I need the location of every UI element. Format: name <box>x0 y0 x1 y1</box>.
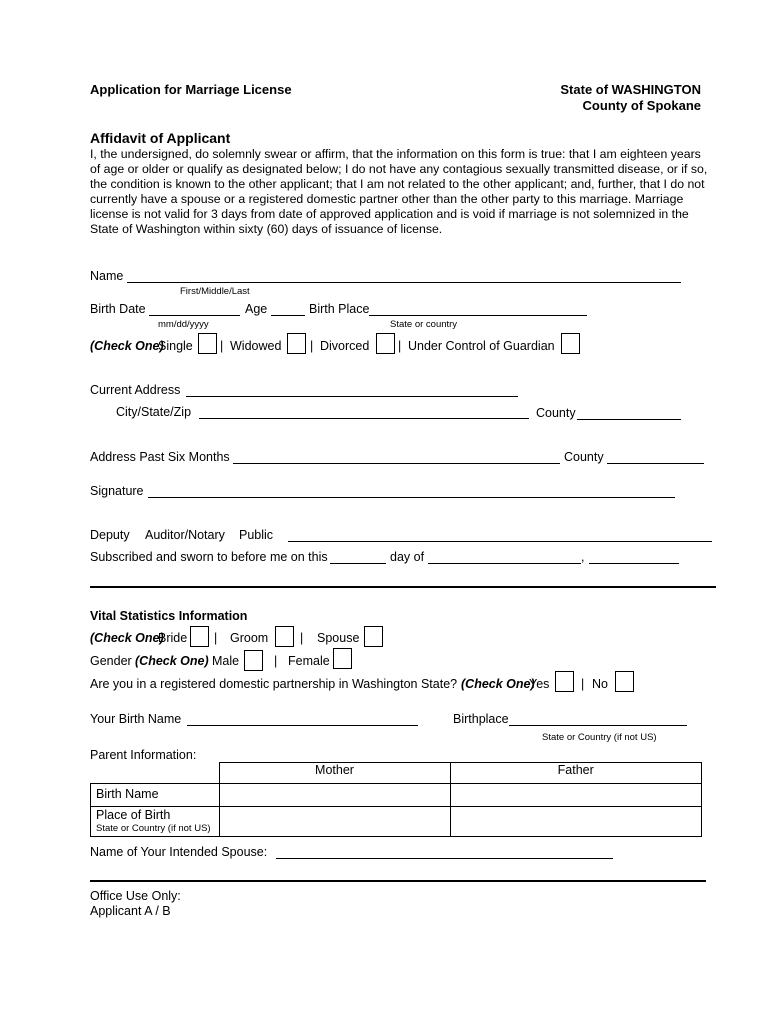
bride-checkbox[interactable] <box>190 626 209 647</box>
birthplace-hint: State or Country (if not US) <box>542 732 657 743</box>
month-input[interactable] <box>428 563 581 564</box>
county-input[interactable] <box>577 419 681 420</box>
birth-date-label: Birth Date <box>90 302 146 316</box>
name-input[interactable] <box>127 282 681 283</box>
spouse-label: Spouse <box>317 631 360 645</box>
male-checkbox[interactable] <box>244 650 263 671</box>
birth-place-label: Birth Place <box>309 302 370 316</box>
mother-birth-name-cell[interactable] <box>219 783 450 806</box>
check-one-label: (Check One) <box>90 339 164 353</box>
past-address-label: Address Past Six Months <box>90 450 230 464</box>
past-address-input[interactable] <box>233 463 560 464</box>
parent-table <box>90 762 702 837</box>
affidavit-heading: Affidavit of Applicant <box>90 130 231 146</box>
spouse-name-label: Name of Your Intended Spouse: <box>90 845 268 859</box>
separator: | <box>398 339 402 353</box>
vital-heading: Vital Statistics Information <box>90 609 248 623</box>
male-label: Male <box>212 654 240 668</box>
yes-label: Yes <box>529 677 550 691</box>
widowed-checkbox[interactable] <box>287 333 306 354</box>
female-label: Female <box>288 654 330 668</box>
past-county-input[interactable] <box>607 463 704 464</box>
father-birth-name-cell[interactable] <box>450 783 702 806</box>
name-label: Name <box>90 269 124 283</box>
separator: | <box>300 631 304 645</box>
groom-checkbox[interactable] <box>275 626 294 647</box>
mother-place-of-birth-cell[interactable] <box>219 806 450 836</box>
no-checkbox[interactable] <box>615 671 634 692</box>
separator: | <box>310 339 314 353</box>
guardian-label: Under Control of Guardian <box>408 339 555 353</box>
guardian-checkbox[interactable] <box>561 333 580 354</box>
birth-date-hint: mm/dd/yyyy <box>158 319 209 330</box>
public-label: Public <box>239 528 274 542</box>
birth-place-hint: State or country <box>390 319 458 330</box>
day-input[interactable] <box>330 563 386 564</box>
signature-label: Signature <box>90 484 144 498</box>
parent-info-label: Parent Information: <box>90 748 197 762</box>
birth-date-input[interactable] <box>149 315 240 316</box>
separator: | <box>214 631 218 645</box>
birthplace-input[interactable] <box>509 725 687 726</box>
place-of-birth-row-label <box>91 806 220 836</box>
divorced-checkbox[interactable] <box>376 333 395 354</box>
city-state-zip-input[interactable] <box>199 418 529 419</box>
county-label: County <box>536 406 576 420</box>
year-input[interactable] <box>589 563 679 564</box>
city-state-zip-label: City/State/Zip <box>116 405 192 419</box>
partnership-check-one: (Check One) <box>461 677 535 691</box>
yes-checkbox[interactable] <box>555 671 574 692</box>
spouse-name-input[interactable] <box>276 858 613 859</box>
divorced-label: Divorced <box>320 339 370 353</box>
subscribed-label: Subscribed and sworn to before me on this <box>90 550 328 564</box>
form-title: Application for Marriage License <box>90 82 292 97</box>
father-place-of-birth-cell[interactable] <box>450 806 702 836</box>
affidavit-text: I, the undersigned, do solemnly swear or affirm, that the information on this form is true: that I am eighteen years of age or older or qualify as designated below; I do not have any contagious sexually transmitted disease, or if so, the condition is known to the other applicant; that I am not related to the other applicant; and, further, that I do not currently have a spouse or a registered domestic partner other than the other party to this marriage. Marriage license is not valid for 3 days from date of approved application and is void if marriage is not solemnized in the State of Washington within sixty (60) days of issuance of license. <box>90 147 708 236</box>
widowed-label: Widowed <box>230 339 282 353</box>
office-use-label: Office Use Only: <box>90 889 181 903</box>
birth-place-input[interactable] <box>369 315 587 316</box>
mother-header: Mother <box>219 763 450 784</box>
female-checkbox[interactable] <box>333 648 352 669</box>
age-input[interactable] <box>271 315 305 316</box>
office-divider <box>90 880 706 882</box>
single-label: Single <box>158 339 193 353</box>
name-hint: First/Middle/Last <box>180 286 250 297</box>
vital-check-one: (Check One) <box>90 631 164 645</box>
age-label: Age <box>245 302 268 316</box>
state-label: State of WASHINGTON <box>560 82 701 97</box>
birth-name-row-label: Birth Name <box>91 783 220 806</box>
separator: | <box>220 339 224 353</box>
bride-label: Bride <box>158 631 188 645</box>
auditor-notary-label: Auditor/Notary <box>145 528 225 542</box>
birthplace-label: Birthplace <box>453 712 509 726</box>
place-of-birth-hint: State or Country (if not US) <box>96 822 211 834</box>
birth-name-label: Your Birth Name <box>90 712 182 726</box>
separator: | <box>274 654 278 668</box>
deputy-input[interactable] <box>288 541 712 542</box>
groom-label: Groom <box>230 631 269 645</box>
no-label: No <box>592 677 608 691</box>
spouse-checkbox[interactable] <box>364 626 383 647</box>
deputy-label: Deputy <box>90 528 130 542</box>
gender-label: Gender <box>90 654 132 668</box>
single-checkbox[interactable] <box>198 333 217 354</box>
place-of-birth-text: Place of Birth <box>96 807 171 822</box>
separator: | <box>581 677 585 691</box>
father-header: Father <box>450 763 702 784</box>
current-address-label: Current Address <box>90 383 181 397</box>
table-corner <box>91 763 220 784</box>
past-county-label: County <box>564 450 604 464</box>
signature-input[interactable] <box>148 497 675 498</box>
county-header: County of Spokane <box>582 98 701 113</box>
comma: , <box>581 550 585 564</box>
section-divider <box>90 586 716 588</box>
birth-name-input[interactable] <box>187 725 418 726</box>
gender-check-one: (Check One) <box>135 654 209 668</box>
applicant-ab-label: Applicant A / B <box>90 904 171 918</box>
partnership-question: Are you in a registered domestic partnership in Washington State? <box>90 677 458 691</box>
day-of-label: day of <box>390 550 425 564</box>
current-address-input[interactable] <box>186 396 518 397</box>
